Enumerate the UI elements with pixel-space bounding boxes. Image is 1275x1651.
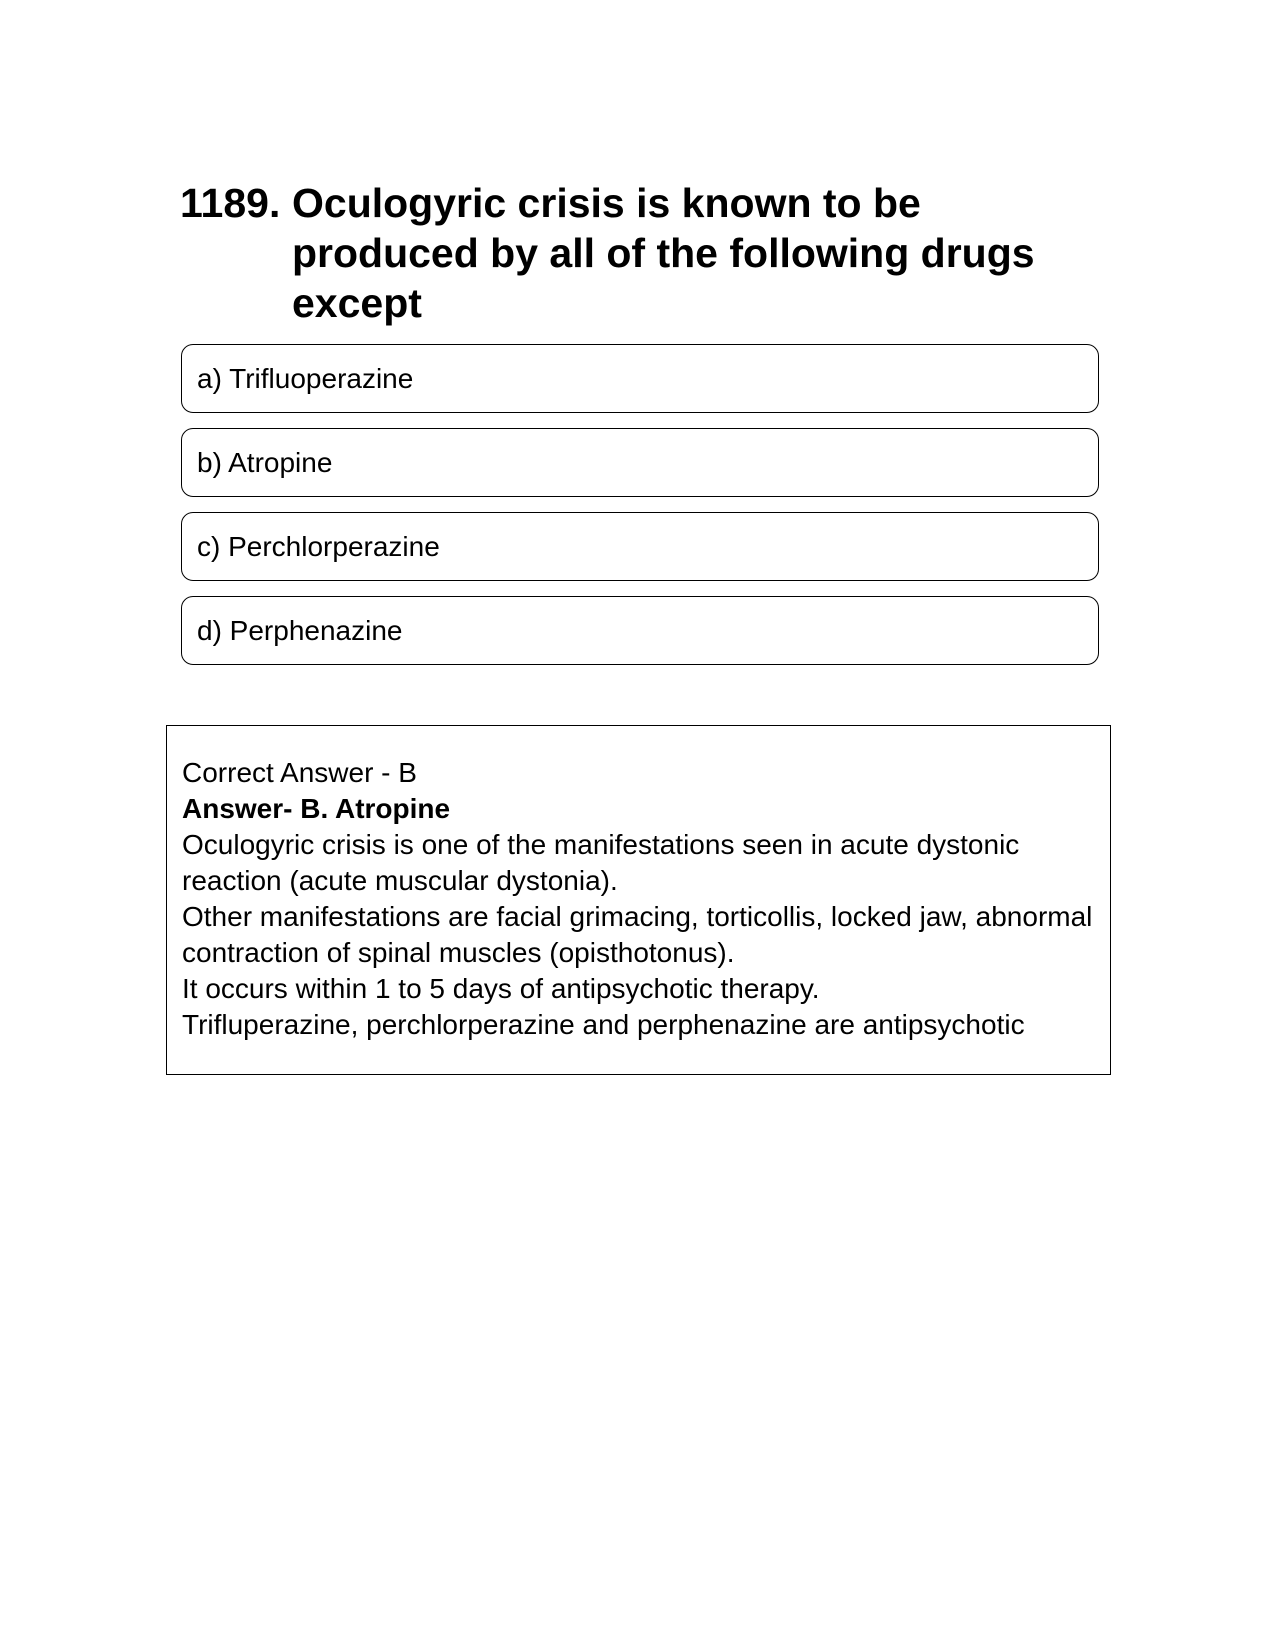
explanation-line-3: It occurs within 1 to 5 days of antipsychotic therapy. — [182, 973, 820, 1004]
explanation-line-1: Oculogyric crisis is one of the manifestations seen in acute dystonic reaction (acute muscular dystonia). — [182, 829, 1020, 896]
answer-heading: Answer- B. Atropine — [182, 793, 451, 824]
explanation-line-2: Other manifestations are facial grimacing, torticollis, locked jaw, abnormal contraction of spinal muscles (opisthotonus). — [182, 901, 1093, 968]
question-text: Oculogyric crisis is known to be produced by all of the following drugs except — [292, 180, 1035, 326]
question-number: 1189. — [180, 180, 281, 226]
option-a[interactable]: a) Trifluoperazine — [181, 344, 1099, 413]
answer-box — [166, 725, 1111, 1075]
option-d[interactable]: d) Perphenazine — [181, 596, 1099, 665]
option-c[interactable]: c) Perchlorperazine — [181, 512, 1099, 581]
correct-answer-line: Correct Answer - B — [182, 757, 417, 788]
explanation-line-4: Trifluperazine, perchlorperazine and perphenazine are antipsychotic — [182, 1009, 1025, 1040]
option-b[interactable]: b) Atropine — [181, 428, 1099, 497]
options-list — [181, 344, 1099, 680]
question — [180, 178, 1080, 328]
